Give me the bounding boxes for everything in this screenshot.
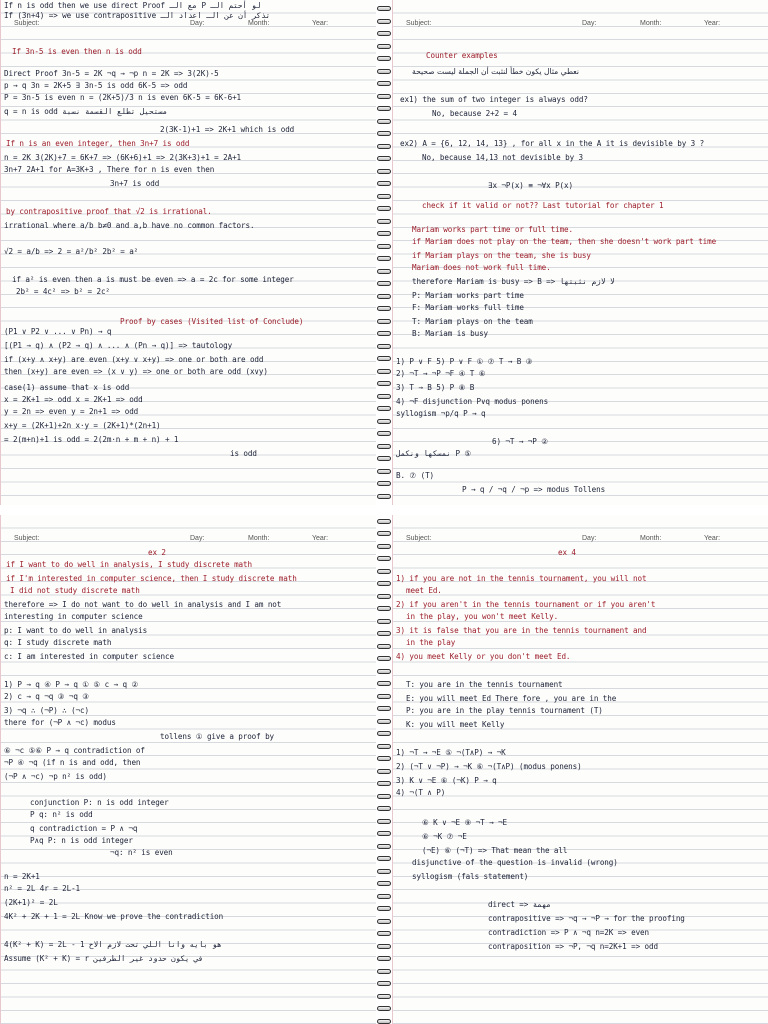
note-line: 2) if you aren't in the tennis tournament or if you aren't [396, 600, 656, 609]
note-line: 3) it is false that you are in the tennis tournament and [396, 626, 647, 635]
note-line: in the play, you won't meet Kelly. [406, 612, 559, 621]
note-line: 4) ¬(T ∧ P) [396, 788, 446, 797]
spiral-ring [377, 931, 391, 936]
notebook-page-top-right [392, 0, 768, 505]
spiral-ring [377, 19, 391, 24]
spiral-ring [377, 69, 391, 74]
header-month-label: Month: [640, 535, 662, 542]
note-line: if a² is even then a is must be even => a = 2c for some integer [12, 275, 294, 284]
header-year-label: Year: [704, 20, 721, 27]
note-line: [(P1 → q) ∧ (P2 → q) ∧ ... ∧ (Pn → q)] => tautology [4, 341, 233, 350]
spiral-ring [377, 131, 391, 136]
note-line: by contrapositive proof that √2 is irrational. [6, 207, 212, 216]
note-line: q = n is odd مستحيل تطلع القسمة نسبة [4, 107, 168, 116]
note-line: therefore Mariam is busy => B => لا لازم نثبتها [412, 277, 615, 286]
note-line: if I'm interested in computer science, then I study discrete math [6, 574, 297, 583]
spiral-ring [377, 231, 391, 236]
note-line: q: I study discrete math [4, 638, 112, 647]
spiral-ring [377, 769, 391, 774]
spiral-ring [377, 269, 391, 274]
header-day-label: Day: [582, 535, 597, 542]
note-line: syllogism (fals statement) [412, 872, 529, 881]
note-line: contraposition => ¬P, ¬q n=2K+1 => odd [488, 942, 658, 951]
note-line: in the play [406, 638, 456, 647]
note-line: 2b² = 4c² => b² = 2c² [16, 287, 110, 296]
spiral-ring [377, 94, 391, 99]
note-line: نعطي مثال يكون خطأ لنثبت أن الجملة ليست صحيحة [412, 67, 579, 76]
spiral-ring [377, 106, 391, 111]
note-line: 2(3K-1)+1 => 2K+1 which is odd [160, 125, 295, 134]
note-line: 3) T → B 5) P ⑧ B [396, 383, 475, 392]
note-line: ¬q: n² is even [110, 848, 173, 857]
spiral-ring [377, 169, 391, 174]
note-line: 3n+7 2A+1 for A=3K+3 , There for n is even then [4, 165, 215, 174]
note-line: P∧q P: n is odd integer [30, 836, 133, 845]
note-line: If (3n+4) => we use contrapositive تذكر أن عن الـ اعداد الـ [4, 11, 271, 20]
spiral-ring [377, 56, 391, 61]
spiral-ring [377, 119, 391, 124]
note-line: 4) ¬F disjunction P∨q modus ponens [396, 397, 549, 406]
note-line: syllogism ¬p/q P → q [396, 409, 486, 418]
spiral-ring [377, 894, 391, 899]
spiral-ring [377, 306, 391, 311]
note-line: ex 4 [558, 548, 576, 557]
spiral-ring [377, 1006, 391, 1011]
page-header [396, 535, 764, 549]
header-day-label: Day: [190, 20, 205, 27]
note-line: (2K+1)² = 2L [4, 898, 58, 907]
spiral-ring [377, 156, 391, 161]
note-line: ⑥ K ∨ ¬E ⑨ ¬T → ¬E [422, 818, 507, 827]
spiral-ring [377, 669, 391, 674]
header-subject-label: Subject: [14, 20, 40, 27]
header-month-label: Month: [248, 535, 270, 542]
note-line: 1) P ∨ F 5) P ∨ F ① ⑦ T → B ③ [396, 357, 533, 366]
spiral-ring [377, 494, 391, 499]
note-line: 1) if you are not in the tennis tournament, you will not [396, 574, 647, 583]
note-line: y = 2n => even y = 2n+1 => odd [4, 407, 139, 416]
note-line: Mariam does not work full time. [412, 263, 551, 272]
spiral-ring [377, 394, 391, 399]
spiral-ring [377, 869, 391, 874]
note-line: contradiction => P ∧ ¬q n=2K => even [488, 928, 649, 937]
spiral-ring [377, 781, 391, 786]
header-month-label: Month: [640, 20, 662, 27]
spiral-ring [377, 381, 391, 386]
spiral-ring [377, 331, 391, 336]
spiral-ring [377, 181, 391, 186]
note-line: case(1) assume that x is odd [4, 383, 130, 392]
note-line: 4K² + 2K + 1 = 2L Know we prove the contradiction [4, 912, 224, 921]
spiral-ring [377, 681, 391, 686]
note-line: If n is odd then we use direct Proof مع الـ P لو أحتم الـ [4, 1, 261, 10]
note-line: then (x+y) are even => (x ∨ y) => one or both are odd (x∨y) [4, 367, 268, 376]
note-line: 1) ¬T → ¬E ⑤ ¬(T∧P) → ¬K [396, 748, 506, 757]
note-line: if (x+y ∧ x+y) are even (x+y ∨ x+y) => one or both are odd [4, 355, 264, 364]
note-line: if Mariam does not play on the team, then she doesn't work part time [412, 237, 717, 246]
note-line: B: Mariam is busy [412, 329, 489, 338]
notebook-page-bottom-left [0, 515, 376, 1024]
spiral-ring [377, 819, 391, 824]
spiral-ring [377, 356, 391, 361]
spiral-ring [377, 456, 391, 461]
note-line: q contradiction = P ∧ ¬q [30, 824, 138, 833]
note-line: n = 2K+1 [4, 872, 40, 881]
note-line: x = 2K+1 => odd x = 2K+1 => odd [4, 395, 143, 404]
spiral-ring [377, 706, 391, 711]
note-line: ¬P ④ ¬q (if n is and odd, then [4, 758, 141, 767]
note-line: Proof by cases (Visited list of Conclude) [120, 317, 304, 326]
spiral-ring [377, 594, 391, 599]
header-day-label: Day: [582, 20, 597, 27]
spiral-ring [377, 44, 391, 49]
note-line: n = 2K 3(2K)+7 = 6K+7 => (6K+6)+1 => 2(3K+3)+1 = 2A+1 [4, 153, 242, 162]
spiral-ring [377, 319, 391, 324]
spiral-ring [377, 256, 391, 261]
note-line: (¬P ∧ ¬c) ¬p n² is odd) [4, 772, 107, 781]
spiral-ring [377, 294, 391, 299]
note-line: F: Mariam works full time [412, 303, 524, 312]
note-line: p → q 3n = 2K+5 ∃ 3n-5 is odd 6K-5 => odd [4, 81, 188, 90]
spiral-ring [377, 544, 391, 549]
spiral-ring [377, 194, 391, 199]
spiral-ring [377, 619, 391, 624]
note-line: √2 = a/b => 2 = a²/b² 2b² = a² [4, 247, 139, 256]
note-line: I did not study discrete math [10, 586, 140, 595]
note-line: ⑥ ¬c ⑤⑥ P → q contradiction of [4, 746, 145, 755]
spiral-ring [377, 994, 391, 999]
spiral-ring [377, 631, 391, 636]
note-line: tollens ① give a proof by [160, 732, 275, 741]
spiral-ring [377, 731, 391, 736]
header-year-label: Year: [312, 20, 329, 27]
note-line: P = 3n-5 is even n = (2K+5)/3 n is even 6K-5 = 6K-6+1 [4, 93, 242, 102]
note-line: Counter examples [426, 51, 498, 60]
spiral-ring [377, 206, 391, 211]
spiral-ring [377, 981, 391, 986]
note-line: interesting in computer science [4, 612, 143, 621]
spiral-ring [377, 281, 391, 286]
note-line: P: Mariam works part time [412, 291, 524, 300]
note-line: therefore => I do not want to do well in analysis and I am not [4, 600, 282, 609]
notebook-page-top-left [0, 0, 376, 505]
note-line: conjunction P: n is odd integer [30, 798, 169, 807]
page-header [4, 20, 372, 34]
header-subject-label: Subject: [406, 535, 432, 542]
spiral-ring [377, 419, 391, 424]
spiral-ring [377, 481, 391, 486]
spiral-ring [377, 219, 391, 224]
spiral-ring [377, 369, 391, 374]
note-line: 3n+7 is odd [110, 179, 160, 188]
spiral-ring [377, 469, 391, 474]
spiral-ring [377, 531, 391, 536]
note-line: p: I want to do well in analysis [4, 626, 148, 635]
spiral-ring [377, 81, 391, 86]
note-line: x+y = (2K+1)+2n x·y = (2K+1)*(2n+1) [4, 421, 161, 430]
spiral-ring [377, 556, 391, 561]
spiral-ring [377, 344, 391, 349]
spiral-ring [377, 1019, 391, 1024]
note-line: check if it valid or not?? Last tutorial for chapter 1 [422, 201, 664, 210]
note-line: direct => مهمة [488, 900, 552, 909]
note-line: K: you will meet Kelly [406, 720, 505, 729]
note-line: if I want to do well in analysis, I study discrete math [6, 560, 252, 569]
note-line: is odd [230, 449, 257, 458]
note-line: P q: n² is odd [30, 810, 93, 819]
note-line: 4(K² + K) = 2L - 1 هو بايه وانا اللي تحت لازم الاخ [4, 940, 222, 949]
note-line: meet Ed. [406, 586, 442, 595]
header-year-label: Year: [704, 535, 721, 542]
header-year-label: Year: [312, 535, 329, 542]
spiral-ring [377, 6, 391, 11]
note-line: No, because 14,13 not devisible by 3 [422, 153, 583, 162]
spiral-ring [377, 444, 391, 449]
note-line: 6) ¬T → ¬P ② [492, 437, 548, 446]
note-line: ex2) A = {6, 12, 14, 13} , for all x in the A it is devisible by 3 ? [400, 139, 705, 148]
note-line: there for (¬P ∧ ¬c) modus [4, 718, 116, 727]
header-month-label: Month: [248, 20, 270, 27]
spiral-ring [377, 944, 391, 949]
note-line: T: Mariam plays on the team [412, 317, 533, 326]
note-line: B. ⑦ (T) [396, 471, 435, 480]
note-line: 2) (¬T ∨ ¬P) → ¬K ⑥ ¬(T∧P) (modus ponens) [396, 762, 582, 771]
note-line: نمسكها ونكمل P ⑤ [396, 449, 472, 458]
spiral-ring [377, 794, 391, 799]
spiral-ring [377, 406, 391, 411]
note-line: No, because 2+2 = 4 [432, 109, 517, 118]
spiral-ring [377, 581, 391, 586]
note-line: contrapositive => ¬q → ¬P → for the proofing [488, 914, 685, 923]
spiral-ring [377, 569, 391, 574]
header-subject-label: Subject: [406, 20, 432, 27]
spiral-ring [377, 144, 391, 149]
spiral-ring [377, 906, 391, 911]
header-subject-label: Subject: [14, 535, 40, 542]
spiral-ring [377, 431, 391, 436]
spiral-binding [376, 0, 392, 1024]
note-line: n² = 2L 4r = 2L-1 [4, 884, 81, 893]
spiral-ring [377, 844, 391, 849]
note-line: Direct Proof 3n-5 = 2K ¬q → ¬p n = 2K => 3(2K)-5 [4, 69, 219, 78]
note-line: E: you will meet Ed There fore , you are in the [406, 694, 617, 703]
note-line: (¬E) ⑥ (¬T) => That mean the all [422, 846, 568, 855]
header-day-label: Day: [190, 535, 205, 542]
spiral-ring [377, 744, 391, 749]
note-line: P → q / ¬q / ¬p => modus Tollens [462, 485, 606, 494]
spiral-ring [377, 719, 391, 724]
spiral-ring [377, 644, 391, 649]
note-line: (P1 ∨ P2 ∨ ... ∨ Pn) → q [4, 327, 112, 336]
spiral-ring [377, 856, 391, 861]
note-line: ex 2 [148, 548, 166, 557]
spiral-ring [377, 31, 391, 36]
spiral-ring [377, 694, 391, 699]
spiral-ring [377, 919, 391, 924]
note-line: 3) K ∨ ¬E ⑥ (¬K) P → q [396, 776, 497, 785]
spiral-ring [377, 881, 391, 886]
note-line: irrational where a/b b≠0 and a,b have no common factors. [4, 221, 255, 230]
note-line: If 3n-5 is even then n is odd [12, 47, 142, 56]
note-line: if Mariam plays on the team, she is busy [412, 251, 591, 260]
note-line: ∃x ¬P(x) ≡ ¬∀x P(x) [488, 181, 573, 190]
note-line: ex1) the sum of two integer is always odd? [400, 95, 588, 104]
note-line: If n is an even integer, then 3n+7 is odd [6, 139, 190, 148]
note-line: 1) P → q ④ P → q ① ⑤ c → q ② [4, 680, 139, 689]
spiral-ring [377, 244, 391, 249]
page-header [396, 20, 764, 34]
spiral-ring [377, 519, 391, 524]
spiral-ring [377, 756, 391, 761]
note-line: Assume (K² + K) = r في يكون حدود غير الطرفين [4, 954, 204, 963]
note-line: ⑥ ¬K ⑦ ¬E [422, 832, 467, 841]
note-line: = 2(m+n)+1 is odd = 2(2m·n + m + n) + 1 [4, 435, 179, 444]
note-line: 4) you meet Kelly or you don't meet Ed. [396, 652, 571, 661]
note-line: 2) ¬T → ¬P ¬F ④ T ⑥ [396, 369, 486, 378]
note-line: c: I am interested in computer science [4, 652, 174, 661]
note-line: P: you are in the play tennis tournament (T) [406, 706, 603, 715]
spiral-ring [377, 956, 391, 961]
notebook-page-bottom-right [392, 515, 768, 1024]
note-line: disjunctive of the question is invalid (wrong) [412, 858, 618, 867]
note-line: 2) c → q ¬q ③ ¬q ③ [4, 692, 89, 701]
note-line: Mariam works part time or full time. [412, 225, 573, 234]
spiral-ring [377, 831, 391, 836]
spiral-ring [377, 806, 391, 811]
spiral-ring [377, 656, 391, 661]
page-header [4, 535, 372, 549]
spiral-ring [377, 606, 391, 611]
note-line: T: you are in the tennis tournament [406, 680, 563, 689]
note-line: 3) ¬q ∴ (¬P) ∴ (¬c) [4, 706, 89, 715]
spiral-ring [377, 969, 391, 974]
